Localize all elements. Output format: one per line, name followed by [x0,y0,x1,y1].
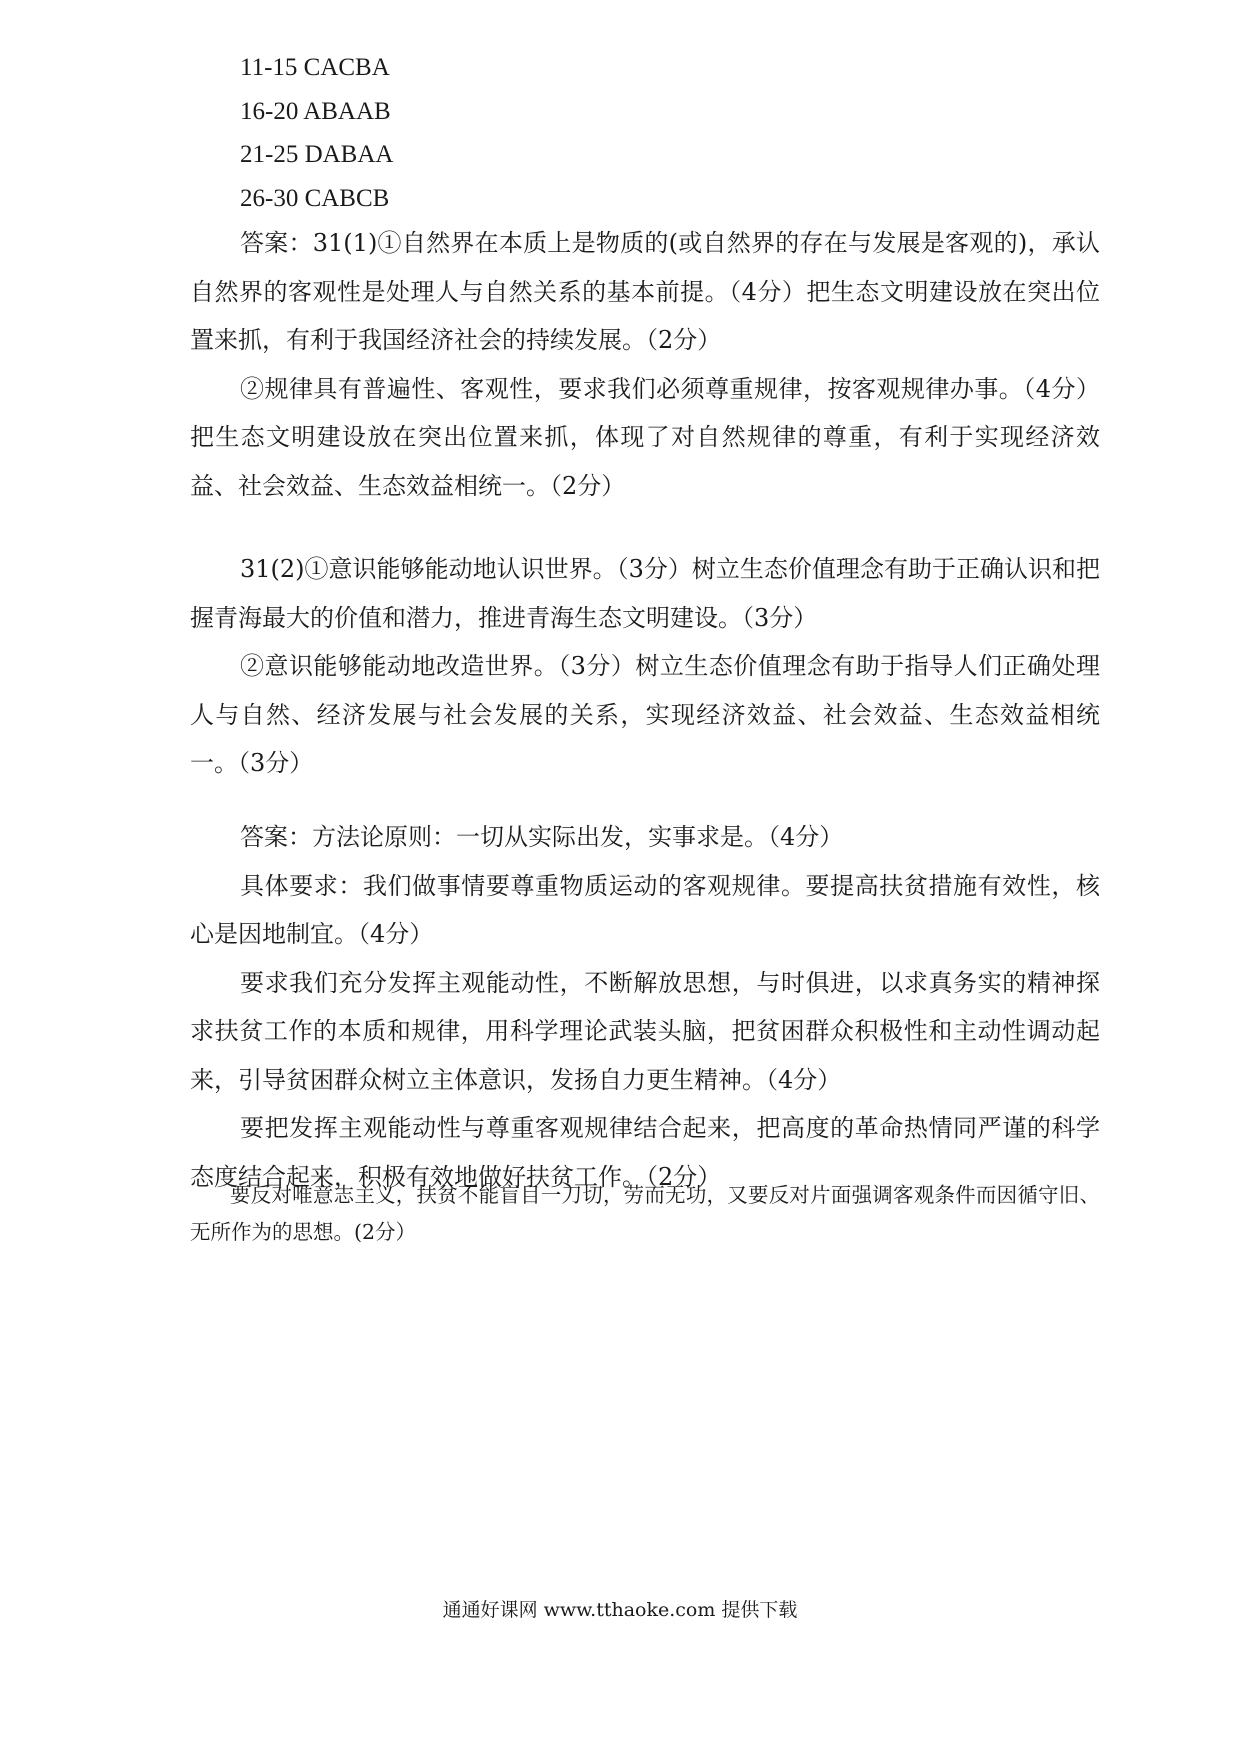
multiple-choice-answer-keys [240,46,393,220]
question-32-answer [190,813,1100,1201]
paragraph: 要反对唯意志主义，扶贫不能盲目一刀切，劳而无功，又要反对片面强调客观条件而因循守旧、无所作为的思想。(2分） [190,1183,1100,1244]
answer-key-line: 21-25 DABAA [240,141,394,168]
paragraph: 具体要求：我们做事情要尊重物质运动的客观规律。要提高扶贫措施有效性，核心是因地制宜。（4分） [190,871,1100,948]
paragraph: ②规律具有普遍性、客观性，要求我们必须尊重规律，按客观规律办事。（4分）把生态文明建设放在突出位置来抓，体现了对自然规律的尊重，有利于实现经济效益、社会效益、生态效益相统一。（2分） [190,374,1100,500]
paragraph: 答案：方法论原则：一切从实际出发，实事求是。（4分） [240,823,844,851]
paragraph: 31(2)①意识能够能动地认识世界。（3分）树立生态价值理念有助于正确认识和把握青海最大的价值和潜力，推进青海生态文明建设。（3分） [190,555,1100,632]
paragraph: 要求我们充分发挥主观能动性，不断解放思想，与时俱进，以求真务实的精神探求扶贫工作的本质和规律，用科学理论武装头脑，把贫困群众积极性和主动性调动起来，引导贫困群众树立主体意识，发扬自力更生精神。（4分） [190,968,1100,1094]
paragraph: ②意识能够能动地改造世界。（3分）树立生态价值理念有助于指导人们正确处理人与自然、经济发展与社会发展的关系，实现经济效益、社会效益、生态效益相统一。（3分） [190,652,1100,777]
answer-key-line: 26-30 CABCB [240,184,390,212]
answer-key-line: 16-20 ABAAB [240,97,391,125]
question-31-part-2 [190,545,1100,788]
question-32-final-note [190,1177,1100,1251]
page-footer: 通通好课网 www.tthaoke.com 提供下载 [442,1599,798,1621]
paragraph: 要把发挥主观能动性与尊重客观规律结合起来，把高度的革命热情同严谨的科学态度结合起来，积极有效地做好扶贫工作。（2分） [190,1114,1100,1191]
question-31-part-1 [190,219,1100,510]
paragraph: 答案：31(1)①自然界在本质上是物质的(或自然界的存在与发展是客观的)，承认自然界的客观性是处理人与自然关系的基本前提。（4分）把生态文明建设放在突出位置来抓，有利于我国经济社会的持续发展。（2分） [190,229,1100,354]
answer-key-line: 11-15 CACBA [240,54,390,81]
